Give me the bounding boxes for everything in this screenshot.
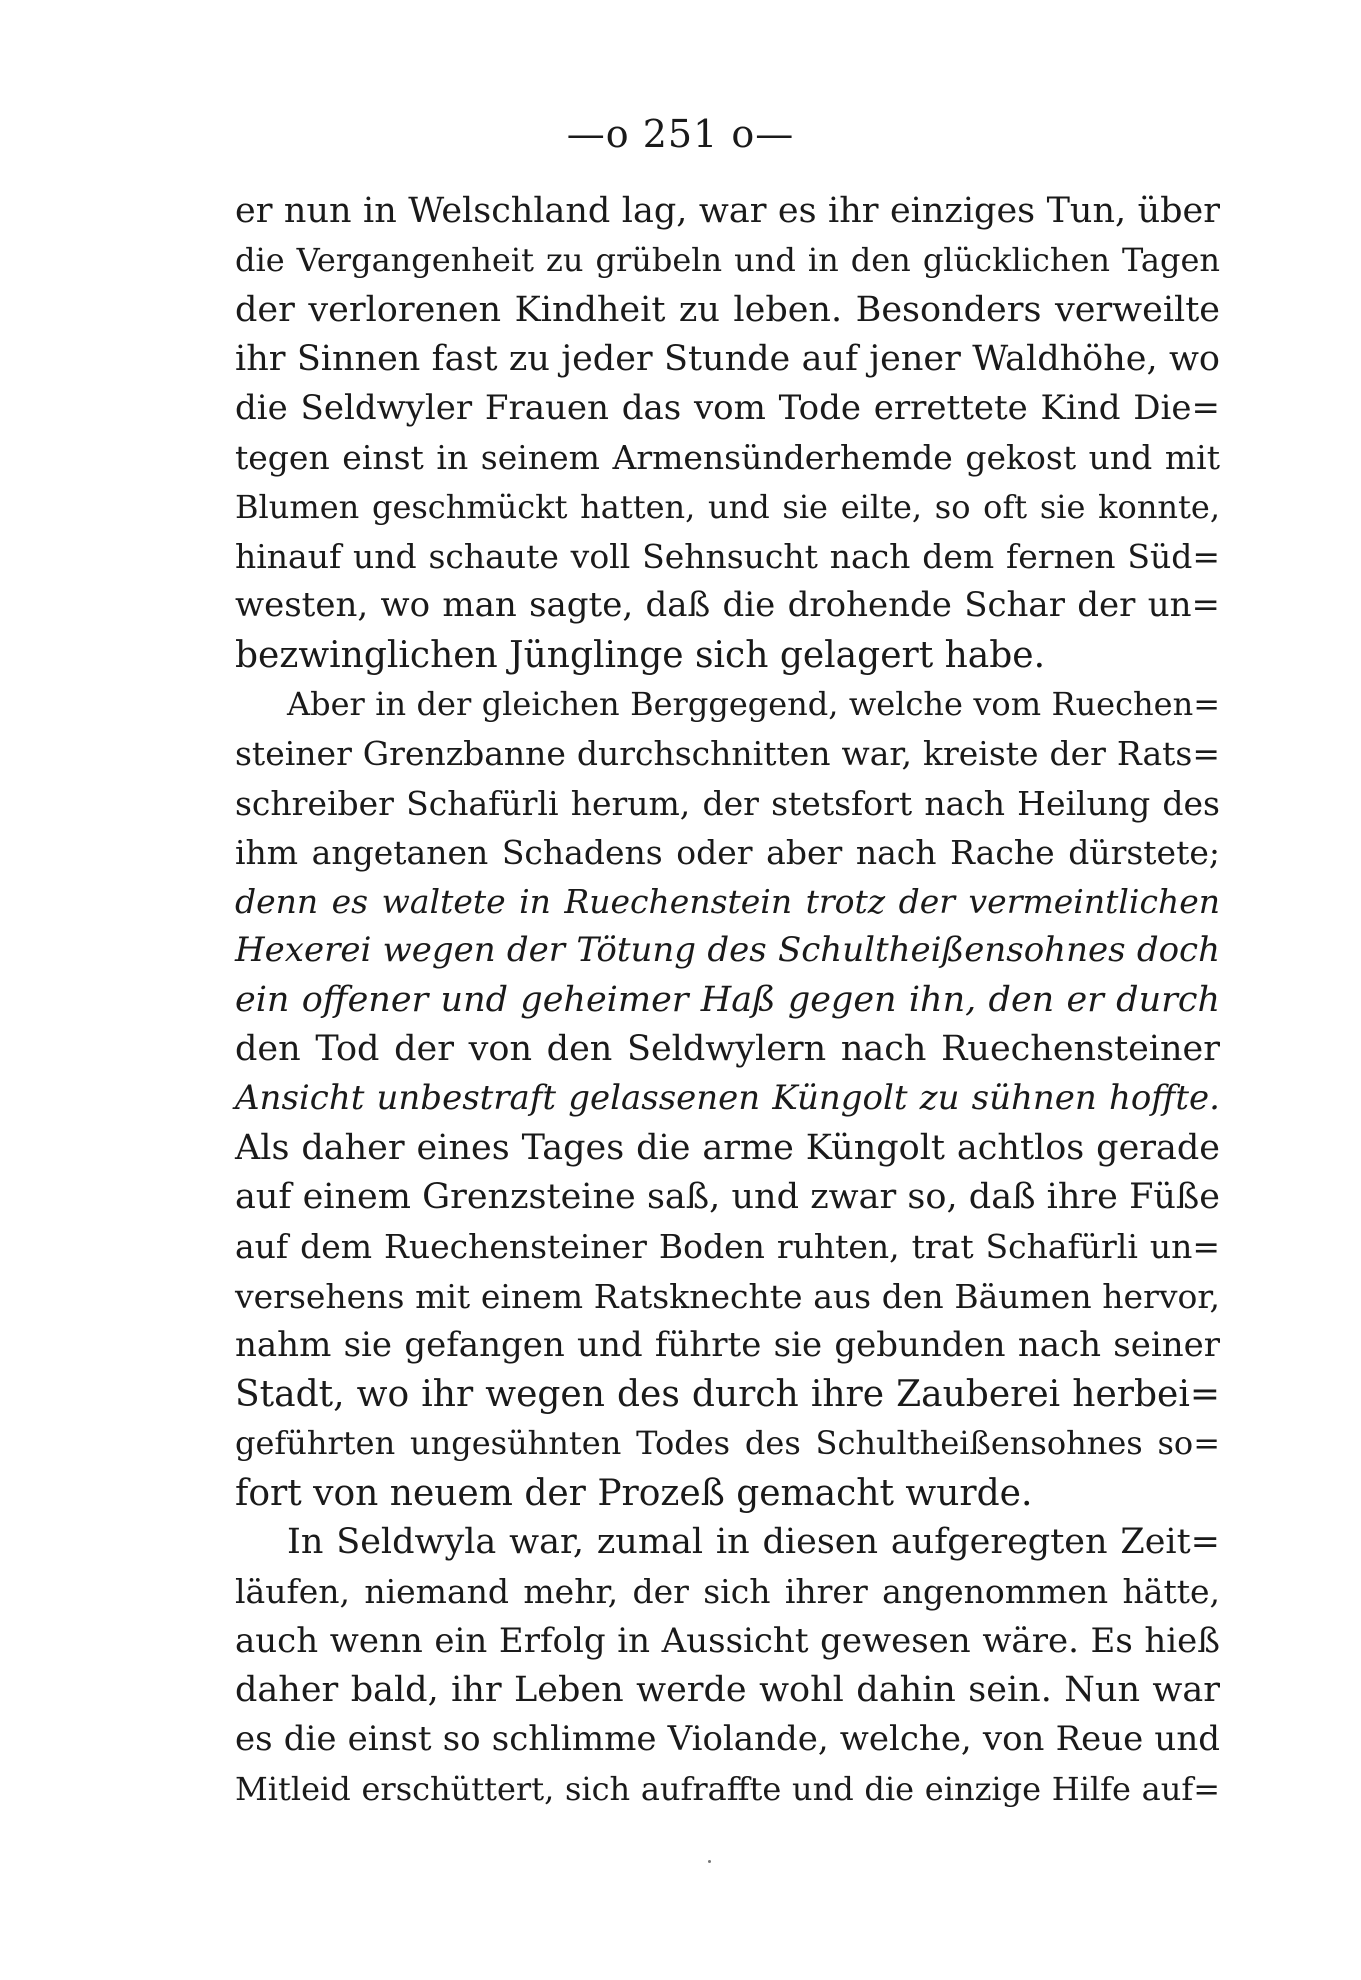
text-line: ihr Sinnen fast zu jeder Stunde auf jener Waldhöhe, wo (235, 338, 1220, 379)
text-line: geführten ungesühnten Todes des Schultheißensohnes so= (235, 1424, 1220, 1463)
paragraph-start-line: Aber in der gleichen Berggegend, welche vom Ruechen= (287, 684, 1220, 723)
text-line: steiner Grenzbanne durchschnitten war, kreiste der Rats= (235, 734, 1220, 774)
page-number: —o 251 o— (566, 112, 795, 156)
text-line: auf dem Ruechensteiner Boden ruhten, trat Schafürli un= (235, 1227, 1220, 1267)
text-line: die Vergangenheit zu grübeln und in den glücklichen Tagen (235, 241, 1220, 280)
text-line: daher bald, ihr Leben werde wohl dahin sein. Nun war (235, 1669, 1220, 1710)
text-line: tegen einst in seinem Armensünderhemde gekost und mit (235, 438, 1220, 478)
text-line: nahm sie gefangen und führte sie gebunden nach seiner (235, 1324, 1220, 1365)
body-text (235, 187, 1220, 1814)
text-line: Als daher eines Tages die arme Küngolt achtlos gerade (235, 1127, 1220, 1168)
text-line: Ansicht unbestraft gelassenen Küngolt zu sühnen hoffte. (235, 1078, 1220, 1119)
text-line: schreiber Schafürli herum, der stetsfort nach Heilung des (235, 783, 1220, 823)
paragraph-start-line: In Seldwyla war, zumal in diesen aufgeregten Zeit= (287, 1522, 1220, 1563)
text-line: Stadt, wo ihr wegen des durch ihre Zauberei herbei= (235, 1374, 1220, 1416)
text-line: Mitleid erschüttert, sich aufraffte und die einzige Hilfe auf= (235, 1769, 1220, 1808)
text-line: es die einst so schlimme Violande, welche, von Reue und (235, 1719, 1220, 1760)
text-line: fort von neuem der Prozeß gemacht wurde. (235, 1472, 1033, 1514)
text-line: läufen, niemand mehr, der sich ihrer angenommen hätte, (235, 1572, 1220, 1612)
text-line: Blumen geschmückt hatten, und sie eilte, so oft sie konnte, (235, 487, 1220, 526)
text-line: der verlorenen Kindheit zu leben. Besonders verweilte (235, 289, 1220, 330)
text-line: auf einem Grenzsteine saß, und zwar so, daß ihre Füße (235, 1176, 1220, 1217)
paper-speck (708, 1860, 711, 1863)
text-line: die Seldwyler Frauen das vom Tode errettete Kind Die= (235, 388, 1220, 429)
text-line: auch wenn ein Erfolg in Aussicht gewesen wäre. Es hieß (235, 1620, 1220, 1661)
text-line: den Tod der von den Seldwylern nach Ruechensteiner (235, 1029, 1220, 1070)
text-line: hinauf und schaute voll Sehnsucht nach dem fernen Süd= (235, 537, 1220, 577)
text-line: versehens mit einem Ratsknechte aus den Bäumen hervor, (235, 1276, 1220, 1316)
text-line: bezwinglichen Jünglinge sich gelagert habe. (235, 634, 1046, 676)
text-line: Hexerei wegen der Tötung des Schultheißensohnes doch (235, 930, 1220, 971)
text-line: ein offener und geheimer Haß gegen ihn, den er durch (235, 979, 1220, 1020)
text-line: denn es waltete in Ruechenstein trotz der vermeintlichen (235, 882, 1220, 922)
text-line: ihm angetanen Schadens oder aber nach Rache dürstete; (235, 832, 1220, 872)
text-line: er nun in Welschland lag, war es ihr einziges Tun, über (235, 191, 1220, 231)
text-line: westen, wo man sagte, daß die drohende Schar der un= (235, 585, 1220, 626)
